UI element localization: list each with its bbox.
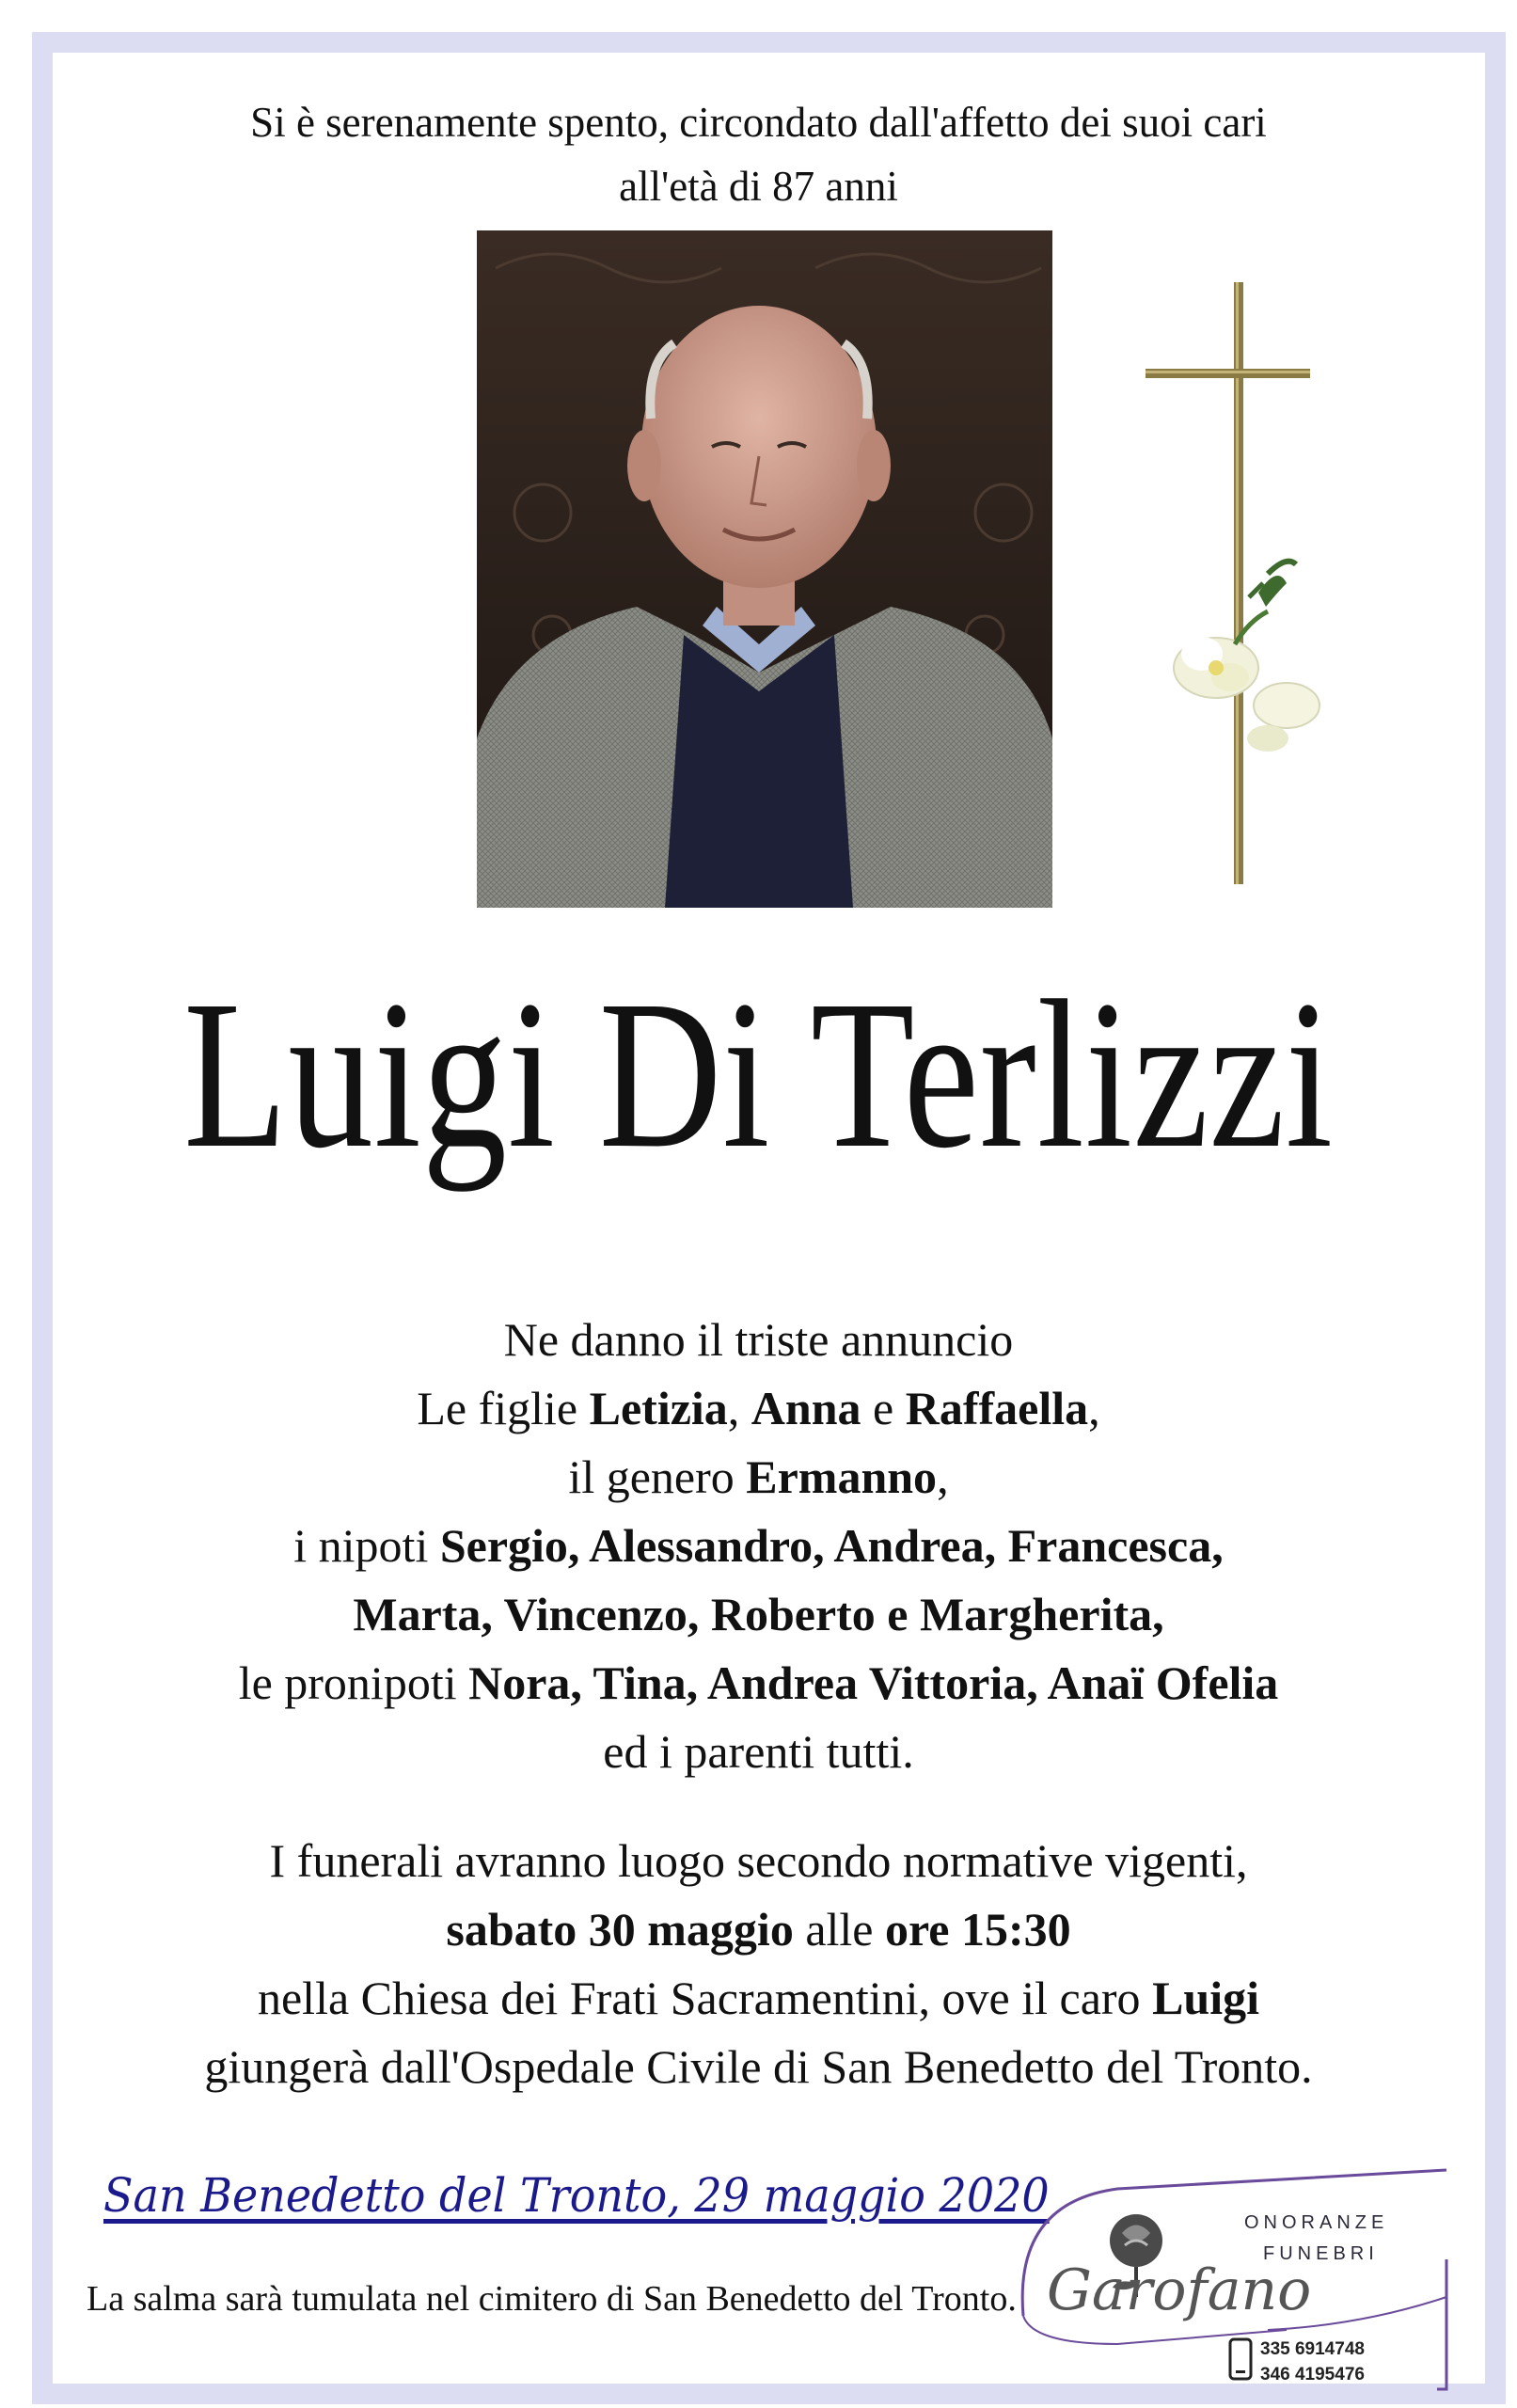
text-span: e [861,1382,906,1434]
announcement-line-6 [0,1649,1517,1718]
announcement-line-4 [0,1512,1517,1580]
phone-number-2: 346 4195476 [1260,2365,1365,2384]
announcement-line-1: Ne danno il triste annuncio [503,1313,1014,1366]
phone-number-1: 335 6914748 [1260,2339,1365,2359]
date-span: sabato 30 maggio [446,1903,794,1956]
funeral-line-4: giungerà dall'Ospedale Civile di San Benedetto del Tronto. [204,2040,1313,2093]
announcement-line-2 [0,1374,1517,1443]
logo-name: Garofano [1047,2258,1312,2323]
phone-icon [1230,2339,1251,2379]
cross-with-flowers [1146,282,1324,884]
intro-line-1: Si è serenamente spento, circondato dall'affetto dei suoi cari [250,99,1267,146]
intro-line-2: all'età di 87 anni [619,163,898,210]
text-span: nella Chiesa dei Frati Sacramentini, ove il caro [257,1972,1153,2024]
name-span: Nora, Tina, Andrea Vittoria, Anaï Ofelia [468,1656,1279,1709]
name-span: Letizia [589,1382,728,1434]
name-span: Raffaella [905,1382,1089,1434]
announcement-line-5 [0,1580,1517,1649]
text-span: Le figlie [417,1382,590,1434]
place-and-date: San Benedetto del Tronto, 29 maggio 2020 [103,2168,1050,2223]
announcement-text [0,1306,1517,1786]
lily-flower-icon [1174,562,1319,752]
burial-note: La salma sarà tumulata nel cimitero di San Benedetto del Tronto. [87,2279,1017,2319]
funeral-line-3 [0,1964,1517,2033]
name-span: Marta, Vincenzo, Roberto e Margherita, [353,1588,1164,1640]
text-span: , [1088,1382,1100,1434]
funeral-line-1: I funerali avranno luogo secondo normative vigenti, [269,1834,1248,1887]
name-span: Ermanno [746,1450,938,1503]
name-span: Sergio, Alessandro, Andrea, Francesca, [439,1519,1224,1572]
cross-icon [1146,282,1324,884]
name-span: Anna [751,1382,861,1434]
time-span: ore 15:30 [885,1903,1071,1956]
announcement-line-7: ed i parenti tutti. [603,1725,914,1778]
text-span: le pronipoti [238,1656,469,1709]
text-span: , [937,1450,949,1503]
funeral-line-2 [0,1895,1517,1964]
announcement-line-3 [0,1443,1517,1512]
portrait-image [477,230,1052,908]
text-span: alle [793,1903,885,1956]
name-span: Luigi [1152,1972,1260,2024]
text-span: , [727,1382,751,1434]
text-span: i nipoti [293,1519,440,1572]
logo-funebri: FUNEBRI [1263,2243,1379,2264]
logo-onoranze: ONORANZE [1244,2212,1389,2233]
text-span: il genero [568,1450,747,1503]
deceased-name: Luigi Di Terlizzi [183,957,1334,1192]
intro-text [0,90,1517,218]
funeral-home-logo [1004,2147,1456,2400]
portrait-photo [477,230,1052,908]
funeral-info [0,1827,1517,2101]
